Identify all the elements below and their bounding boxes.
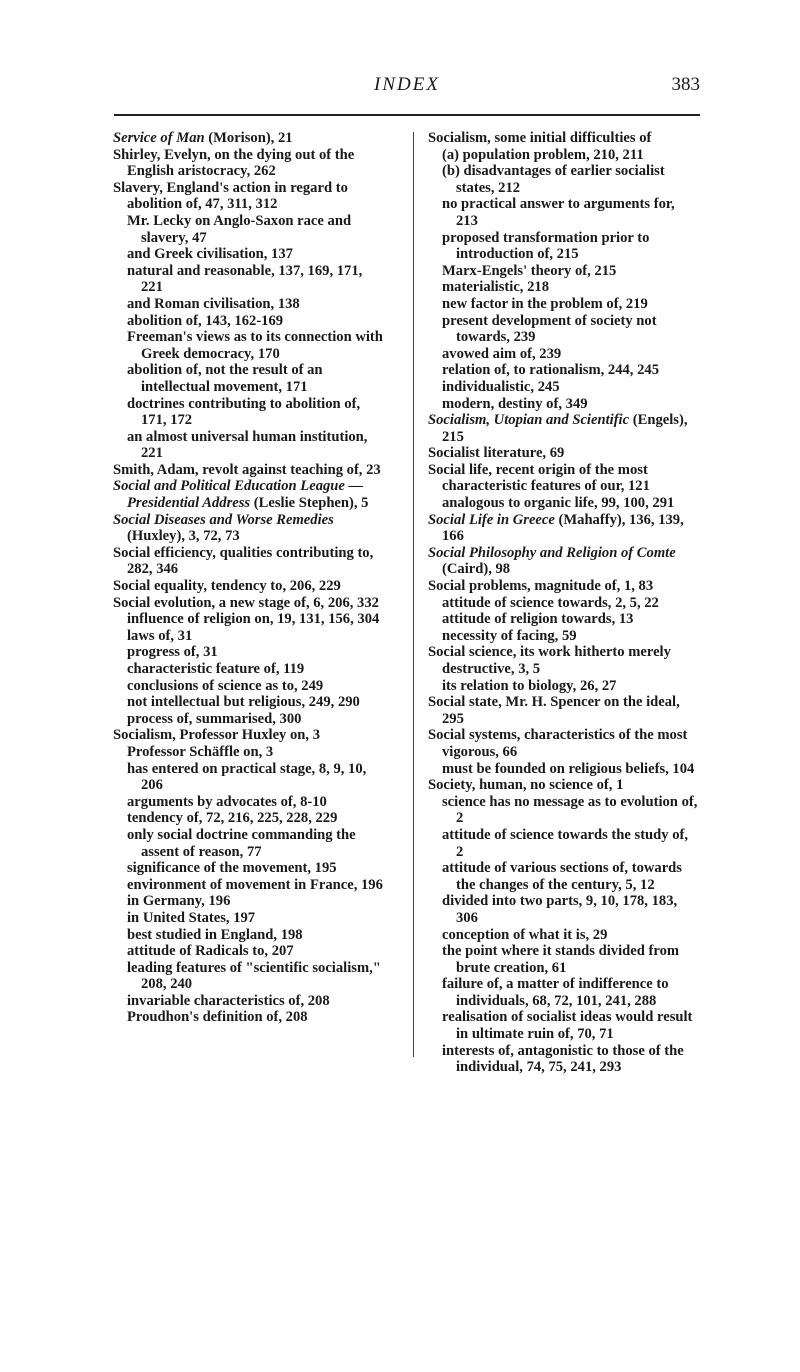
index-entry xyxy=(113,180,383,213)
index-subentry xyxy=(113,263,383,296)
index-text: abolition of, not the result of an intellectual movement, 171 xyxy=(127,362,323,395)
index-text: tendency of, 72, 216, 225, 228, 229 xyxy=(127,810,338,827)
index-entry xyxy=(428,644,698,677)
index-text: attitude of science towards, 2, 5, 22 xyxy=(442,594,659,611)
index-text: in Germany, 196 xyxy=(127,893,231,910)
index-subentry xyxy=(428,279,698,296)
index-text: Social science, its work hitherto merely destructive, 3, 5 xyxy=(428,644,671,677)
index-text: influence of religion on, 19, 131, 156, 304 xyxy=(127,611,380,628)
index-text: Social state, Mr. H. Spencer on the ideal, 295 xyxy=(428,694,680,727)
index-entry xyxy=(428,578,698,595)
index-text: Marx-Engels' theory of, 215 xyxy=(442,262,617,279)
index-text: Society, human, no science of, 1 xyxy=(428,777,624,794)
index-subentry xyxy=(428,943,698,976)
index-text: realisation of socialist ideas would result in ultimate ruin of, 70, 71 xyxy=(442,1009,693,1043)
index-text: its relation to biology, 26, 27 xyxy=(442,677,617,694)
index-text: progress of, 31 xyxy=(127,644,218,661)
index-title-text: Social Life in Greece xyxy=(428,511,555,528)
index-text: modern, destiny of, 349 xyxy=(442,395,588,412)
index-subentry xyxy=(113,794,383,811)
index-subentry xyxy=(113,744,383,761)
index-entry xyxy=(113,578,383,595)
index-text: Mr. Lecky on Anglo-Saxon race and slavery, 47 xyxy=(127,212,352,246)
index-text: not intellectual but religious, 249, 290 xyxy=(127,694,360,711)
index-title-text: Social and Political Education League —Presidential Address xyxy=(113,478,364,512)
index-text: leading features of "scientific socialism," 208, 240 xyxy=(127,959,381,993)
index-subentry xyxy=(428,379,698,396)
index-subentry xyxy=(113,960,383,993)
index-text: Social equality, tendency to, 206, 229 xyxy=(113,578,341,595)
index-subentry xyxy=(113,827,383,860)
index-entry xyxy=(113,130,383,147)
index-subentry xyxy=(428,296,698,313)
index-text: Social efficiency, qualities contributing to, 282, 346 xyxy=(113,544,374,578)
index-subentry xyxy=(428,893,698,926)
index-entry xyxy=(428,462,698,495)
index-entry xyxy=(113,512,383,545)
index-text: (Engels), 215 xyxy=(442,412,688,445)
index-subentry xyxy=(113,628,383,645)
index-subentry xyxy=(113,910,383,927)
index-text: avowed aim of, 239 xyxy=(442,345,562,362)
index-subentry xyxy=(428,396,698,413)
index-entry xyxy=(428,412,698,445)
index-text: Shirley, Evelyn, on the dying out of the English aristocracy, 262 xyxy=(113,146,355,180)
index-subentry xyxy=(113,877,383,894)
index-text: Proudhon's definition of, 208 xyxy=(127,1009,308,1026)
index-subentry xyxy=(113,246,383,263)
index-text: Smith, Adam, revolt against teaching of, 23 xyxy=(113,461,381,478)
index-subentry xyxy=(428,678,698,695)
index-text: conclusions of science as to, 249 xyxy=(127,677,324,694)
index-subentry xyxy=(113,396,383,429)
index-text: process of, summarised, 300 xyxy=(127,710,302,727)
index-column-right xyxy=(428,130,698,1076)
column-divider xyxy=(413,132,414,1057)
index-title-text: Socialism, Utopian and Scientific xyxy=(428,412,630,429)
index-text: analogous to organic life, 99, 100, 291 xyxy=(442,495,675,512)
index-entry xyxy=(113,478,383,511)
index-text: Socialism, Professor Huxley on, 3 xyxy=(113,727,321,744)
index-subentry xyxy=(113,993,383,1010)
index-subentry xyxy=(113,678,383,695)
index-subentry xyxy=(428,196,698,229)
index-text: (Huxley), 3, 72, 73 xyxy=(127,528,240,545)
index-subentry xyxy=(113,661,383,678)
index-title-text: Social Philosophy and Religion of Comte xyxy=(428,544,676,561)
index-text: doctrines contributing to abolition of, 171, 172 xyxy=(127,395,361,429)
index-entry xyxy=(113,727,383,744)
index-text: laws of, 31 xyxy=(127,627,193,644)
index-entry xyxy=(113,545,383,578)
index-text: has entered on practical stage, 8, 9, 10, 206 xyxy=(127,760,367,794)
index-text: individualistic, 245 xyxy=(442,378,560,395)
index-entry xyxy=(428,130,698,147)
index-entry xyxy=(428,545,698,578)
index-text: Freeman's views as to its connection with Greek democracy, 170 xyxy=(127,329,383,362)
index-subentry xyxy=(113,213,383,246)
index-text: Social life, recent origin of the most characteristic features of our, 121 xyxy=(428,461,650,495)
running-header xyxy=(114,74,700,104)
index-subentry xyxy=(428,313,698,346)
index-text: Social problems, magnitude of, 1, 83 xyxy=(428,578,654,595)
index-text: attitude of science towards the study of, 2 xyxy=(442,826,689,860)
index-subentry xyxy=(428,147,698,164)
index-text: conception of what it is, 29 xyxy=(442,926,608,943)
index-subentry xyxy=(113,611,383,628)
header-rule xyxy=(114,114,700,116)
index-text: attitude of Radicals to, 207 xyxy=(127,943,294,960)
index-text: Slavery, England's action in regard to abolition of, 47, 311, 312 xyxy=(113,179,348,213)
index-subentry xyxy=(428,761,698,778)
index-text: and Roman civilisation, 138 xyxy=(127,295,300,312)
index-text: must be founded on religious beliefs, 104 xyxy=(442,760,695,777)
index-subentry xyxy=(113,313,383,330)
index-text: science has no message as to evolution of, 2 xyxy=(442,793,698,827)
index-column-left xyxy=(113,130,383,1026)
index-subentry xyxy=(113,927,383,944)
index-entry xyxy=(113,147,383,180)
index-text: relation of, to rationalism, 244, 245 xyxy=(442,362,659,379)
index-text: and Greek civilisation, 137 xyxy=(127,246,293,263)
index-text: (b) disadvantages of earlier socialist states, 212 xyxy=(442,163,665,196)
page-number: 383 xyxy=(671,74,700,95)
index-subentry xyxy=(113,893,383,910)
index-entry xyxy=(113,595,383,612)
index-text: Social evolution, a new stage of, 6, 206, 332 xyxy=(113,594,379,611)
index-text: attitude of religion towards, 13 xyxy=(442,611,634,628)
index-text: attitude of various sections of, towards the changes of the century, 5, 12 xyxy=(442,860,682,893)
index-subentry xyxy=(428,362,698,379)
index-subentry xyxy=(113,860,383,877)
index-subentry xyxy=(113,296,383,313)
index-subentry xyxy=(113,711,383,728)
index-text: invariable characteristics of, 208 xyxy=(127,992,330,1009)
index-subentry xyxy=(428,611,698,628)
index-text: natural and reasonable, 137, 169, 171, 221 xyxy=(127,262,363,296)
index-text: new factor in the problem of, 219 xyxy=(442,295,648,312)
index-text: materialistic, 218 xyxy=(442,279,549,296)
index-text: (Mahaffy), 136, 139, 166 xyxy=(442,511,684,545)
index-text: Professor Schäffle on, 3 xyxy=(127,743,274,760)
index-text: (Leslie Stephen), 5 xyxy=(250,495,369,512)
index-subentry xyxy=(113,329,383,362)
index-text: in United States, 197 xyxy=(127,909,256,926)
index-entry xyxy=(428,694,698,727)
index-text: (Morison), 21 xyxy=(204,130,293,146)
index-subentry xyxy=(113,810,383,827)
index-subentry xyxy=(113,943,383,960)
index-text: significance of the movement, 195 xyxy=(127,860,337,877)
index-text: proposed transformation prior to introduction of, 215 xyxy=(442,229,650,263)
index-subentry xyxy=(428,860,698,893)
index-entry xyxy=(428,727,698,760)
index-text: Socialist literature, 69 xyxy=(428,445,565,462)
index-subentry xyxy=(428,927,698,944)
index-text: only social doctrine commanding the assent of reason, 77 xyxy=(127,826,356,860)
index-text: interests of, antagonistic to those of the individual, 74, 75, 241, 293 xyxy=(442,1042,684,1076)
index-subentry xyxy=(113,1009,383,1026)
index-subentry xyxy=(113,694,383,711)
index-text: failure of, a matter of indifference to individuals, 68, 72, 101, 241, 288 xyxy=(442,976,669,1009)
index-entry xyxy=(428,777,698,794)
index-text: no practical answer to arguments for, 213 xyxy=(442,196,675,229)
index-subentry xyxy=(113,644,383,661)
index-subentry xyxy=(113,362,383,395)
index-text: the point where it stands divided from brute creation, 61 xyxy=(442,943,680,976)
index-subentry xyxy=(428,595,698,612)
index-text: Social systems, characteristics of the most vigorous, 66 xyxy=(428,727,688,760)
index-text: necessity of facing, 59 xyxy=(442,627,577,644)
index-subentry xyxy=(428,163,698,196)
index-text: best studied in England, 198 xyxy=(127,926,303,943)
index-text: Socialism, some initial difficulties of xyxy=(428,130,652,146)
index-title-text: Service of Man xyxy=(113,130,205,146)
index-subentry xyxy=(113,761,383,794)
index-text: characteristic feature of, 119 xyxy=(127,661,305,677)
index-subentry xyxy=(428,346,698,363)
index-entry xyxy=(428,512,698,545)
index-text: environment of movement in France, 196 xyxy=(127,876,383,893)
index-subentry xyxy=(428,495,698,512)
index-subentry xyxy=(113,429,383,462)
index-text: abolition of, 143, 162-169 xyxy=(127,312,284,329)
index-subentry xyxy=(428,827,698,860)
index-text: (a) population problem, 210, 211 xyxy=(442,146,644,163)
index-text: divided into two parts, 9, 10, 178, 183, 306 xyxy=(442,893,678,926)
index-text: an almost universal human institution, 221 xyxy=(127,428,368,462)
index-text: present development of society not towards, 239 xyxy=(442,312,657,346)
index-subentry xyxy=(428,263,698,280)
index-entry xyxy=(428,445,698,462)
index-text: arguments by advocates of, 8-10 xyxy=(127,793,327,810)
index-subentry xyxy=(428,976,698,1009)
index-subentry xyxy=(428,230,698,263)
index-title-text: Social Diseases and Worse Remedies xyxy=(113,511,334,528)
index-entry xyxy=(113,462,383,479)
index-subentry xyxy=(428,794,698,827)
index-text: (Caird), 98 xyxy=(442,561,511,578)
index-subentry xyxy=(428,1043,698,1076)
index-subentry xyxy=(428,1009,698,1042)
index-subentry xyxy=(428,628,698,645)
running-title: INDEX xyxy=(374,74,440,95)
